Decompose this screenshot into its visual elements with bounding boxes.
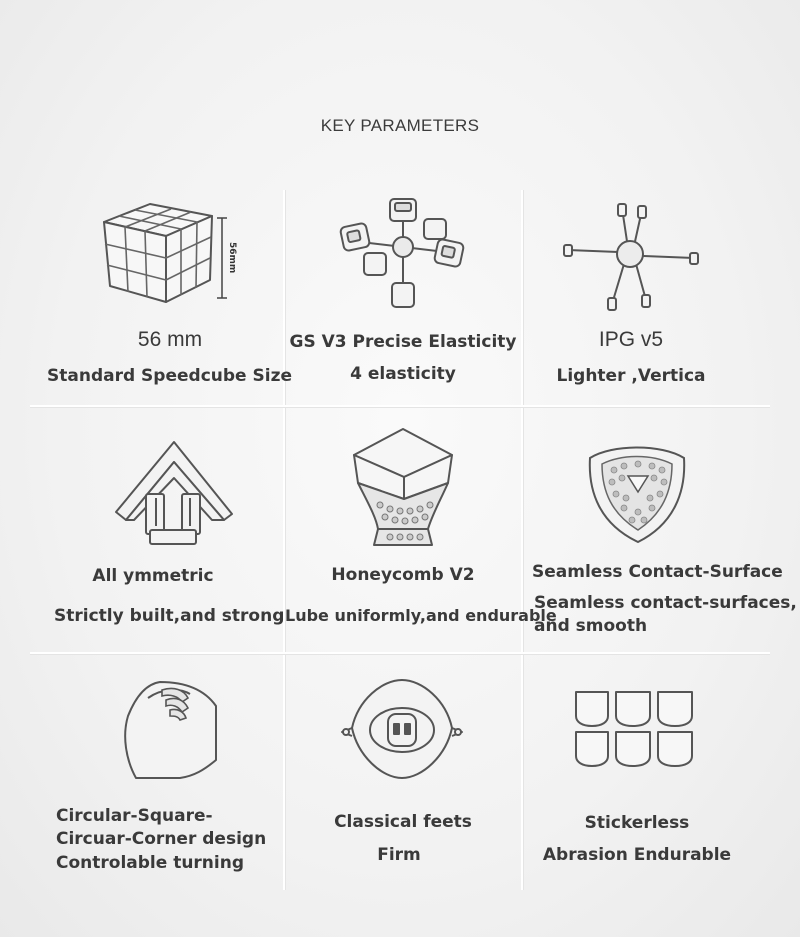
corner-piece-icon xyxy=(118,676,228,786)
param-description: Standard Speedcube Size xyxy=(47,366,292,386)
param-description: Lube uniformly,and endurable xyxy=(285,606,557,625)
param-description: and smooth xyxy=(534,616,648,636)
param-heading: Circular-Square- xyxy=(56,806,213,826)
param-description: Abrasion Endurable xyxy=(542,845,732,865)
param-heading: GS V3 Precise Elasticity xyxy=(289,332,517,352)
param-heading: Stickerless xyxy=(584,813,690,833)
param-description: Firm xyxy=(377,845,421,865)
core-axis-icon xyxy=(562,200,702,312)
param-description: Seamless contact-surfaces, xyxy=(534,593,797,613)
grid-divider xyxy=(283,190,285,890)
param-description: Controlable turning xyxy=(56,853,245,873)
param-heading: 56 mm xyxy=(137,328,203,351)
param-description: 4 elasticity xyxy=(350,364,456,384)
param-description: Circuar-Corner design xyxy=(56,829,267,849)
honeycomb-surface-icon xyxy=(582,442,692,546)
honeycomb-corner-icon xyxy=(348,425,458,553)
grid-divider xyxy=(30,652,770,654)
param-heading: Seamless Contact-Surface xyxy=(532,562,783,582)
center-feet-icon xyxy=(336,674,468,786)
page-title: KEY PARAMETERS xyxy=(320,116,480,135)
grid-divider xyxy=(521,190,523,890)
param-heading: Classical feets xyxy=(334,812,472,832)
edge-piece-icon xyxy=(108,438,238,550)
core-spring-icon xyxy=(338,195,468,313)
param-heading: Honeycomb V2 xyxy=(331,565,475,585)
dimension-label: 56mm xyxy=(227,242,237,274)
param-heading: IPG v5 xyxy=(598,328,664,351)
param-heading: All ymmetric xyxy=(92,566,214,586)
param-description: Strictly built,and strong xyxy=(54,606,285,626)
param-description: Lighter ,Vertica xyxy=(556,366,706,386)
grid-divider xyxy=(30,405,770,407)
cube-icon xyxy=(100,200,240,310)
tiles-icon xyxy=(572,688,696,770)
